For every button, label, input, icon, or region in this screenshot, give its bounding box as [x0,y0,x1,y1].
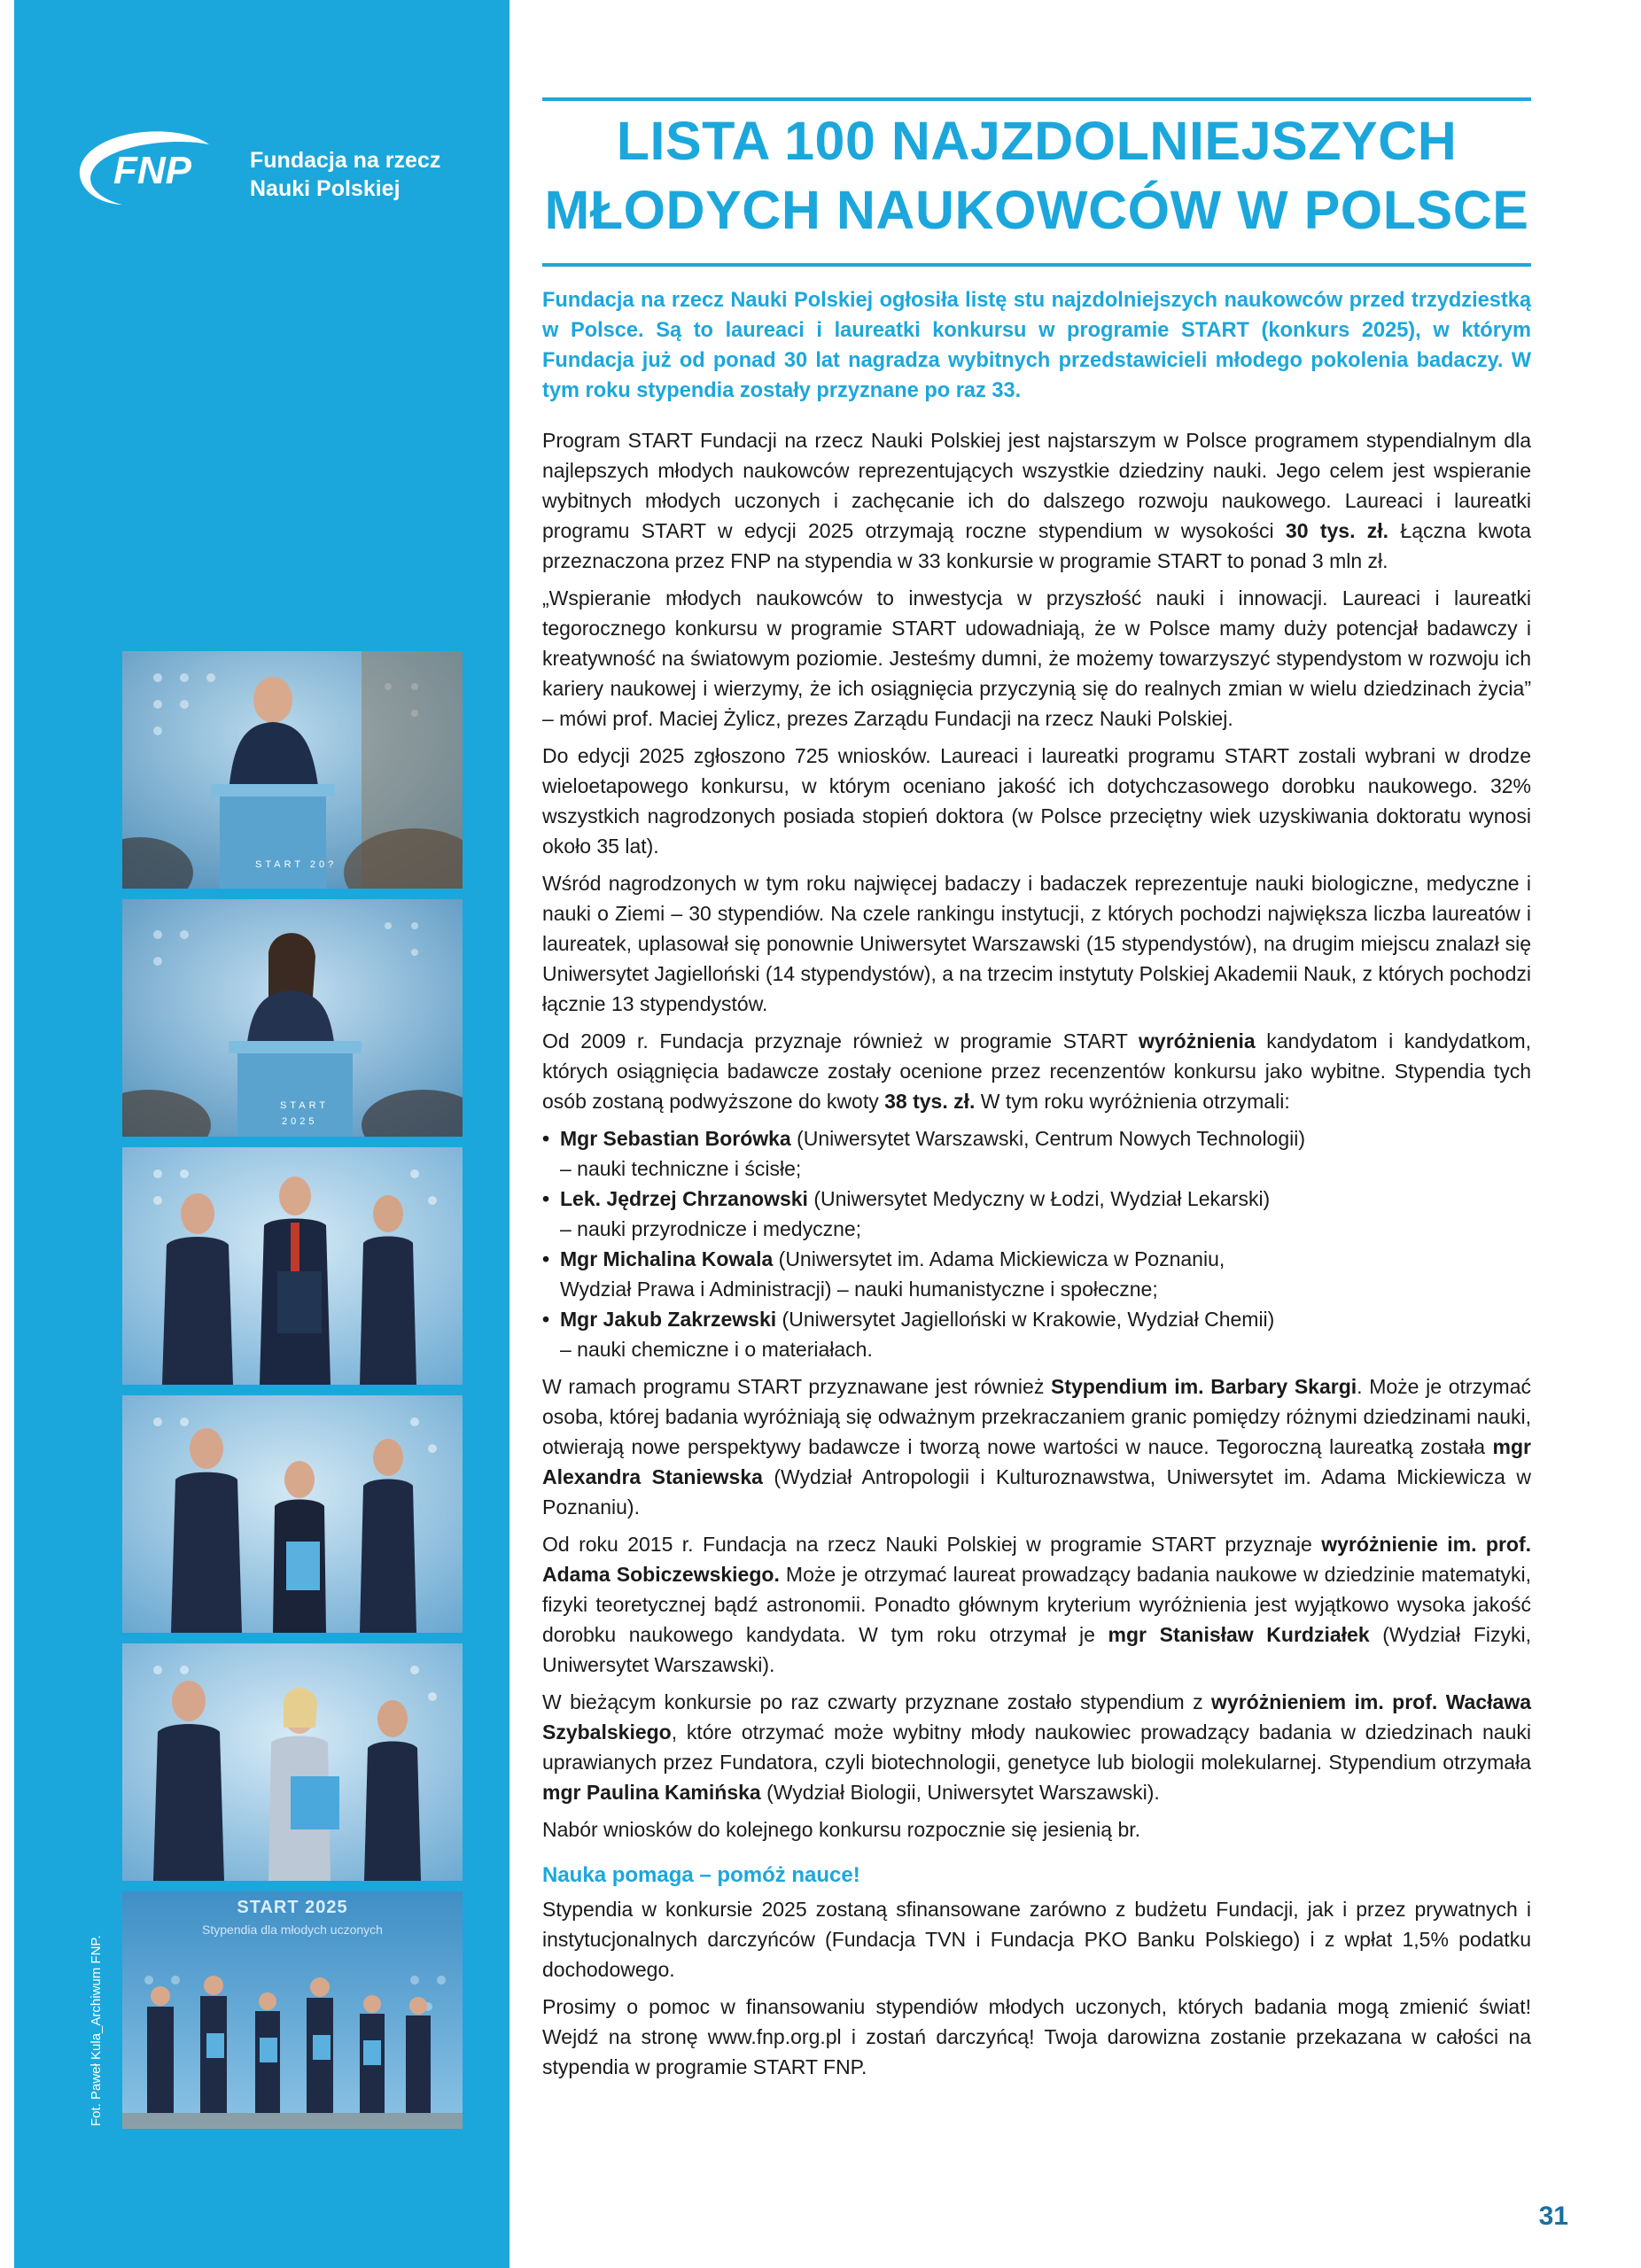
list-item: • Mgr Sebastian Borówka (Uniwersytet Warszawski, Centrum Nowych Technologii) – nauki techniczne i ścisłe; [542,1127,1306,1180]
paragraph-program: Program START Fundacji na rzecz Nauki Polskiej jest najstarszym w Polsce programem stypendialnym dla najlepszych młodych naukowców reprezentujących wszystkie dziedziny nauki. Jego celem jest wspieranie wybitnych młodych uczonych i zachęcanie ich do dalszego rozwoju naukowego. Laureaci i laureatki programu START w edycji 2025 otrzymają roczne stypendium w wysokości 30 tys. zł. Łączna kwota przeznaczona przez FNP na stypendia w 33 konkursie w programie START to ponad 3 mln zł. [542,429,1531,572]
page-title [542,106,1531,245]
list-item: • Lek. Jędrzej Chrzanowski (Uniwersytet Medyczny w Łodzi, Wydział Lekarski) – nauki przyrodnicze i medyczne; [542,1187,1271,1240]
fnp-logo-icon [76,128,236,210]
photo-sign-text: START 20? [255,859,338,870]
page-number: 31 [1538,2202,1568,2231]
paragraph-quote: „Wspieranie młodych naukowców to inwestycja w przyszłość nauki i innowacji. Laureaci i laureatki tegorocznego konkursu w programie START udowadniają, że w Polsce mamy duży potencjał badawczy i kreatywność na światowym poziomie. Jesteśmy dumni, że możemy towarzyszyć stypendystom w rozwoju ich kariery naukowej i wierzymy, że ich osiągnięcia przyczynią się do realnych zmian w wielu dziedzinach życia” – mówi prof. Maciej Żylicz, prezes Zarządu Fundacji na rzecz Nauki Polskiej. [542,586,1531,730]
paragraph-funding: Stypendia w konkursie 2025 zostaną sfinansowane zarówno z budżetu Fundacji, jak i przez prywatnych i instytucjonalnych darczyńców (Fundacja TVN i Fundacja PKO Banku Polskiego) i z wpłat 1,5% podatku dochodowego. [542,1898,1531,1981]
photo-banner-title: START 2025 [237,1898,348,1917]
list-item: • Mgr Michalina Kowala (Uniwersytet im. Adama Mickiewicza w Poznaniu, Wydział Prawa i Administracji) – nauki humanistyczne i społeczne; [542,1247,1225,1301]
paragraph-distinctions: Od 2009 r. Fundacja przyznaje również w programie START wyróżnienia kandydatom i kandydatkom, których osiągnięcia badawcze zostały ocenione przez recenzentów konkursu jako wybitne. Stypendia tych osób zostaną podwyższone do kwoty 38 tys. zł. W tym roku wyróżnienia otrzymali: [542,1029,1531,1113]
photo-speaker-man [122,651,463,889]
photo-credit: Fot. Paweł Kula_Archiwum FNP. [89,1935,104,2126]
title-rule-top [542,97,1531,101]
list-item: • Mgr Jakub Zakrzewski (Uniwersytet Jagielloński w Krakowie, Wydział Chemii) – nauki chemiczne i o materiałach. [542,1308,1275,1361]
photo-award-group-1 [122,1147,463,1385]
photo-banner-subtitle: Stypendia dla młodych uczonych [202,1922,383,1937]
distinction-list [542,1123,1531,1364]
photo-award-group-2 [122,1395,463,1633]
photo-speaker-woman [122,899,463,1137]
paragraph-applications: Do edycji 2025 zgłoszono 725 wniosków. Laureaci i laureatki programu START zostali wybrani w drodze wieloetapowego konkursu, w którym oceniano jakość ich dotychczasowego dorobku naukowego. 32% wszystkich nagrodzonych posiada stopień doktora (w Polsce przeciętny wiek uzyskiwania doktoratu wynosi około 35 lat). [542,744,1531,858]
org-name-line1: Fundacja na rzecz [250,148,441,173]
photo-sign-year: 2025 [282,1116,318,1127]
paragraph-next-call: Nabór wniosków do kolejnego konkursu rozpocznie się jesienią br. [542,1818,1141,1841]
photo-group-start-2025 [122,1891,463,2129]
page-edge [0,0,14,2268]
title-line1: LISTA 100 NAJZDOLNIEJSZYCH [616,111,1458,171]
title-rule-bottom [542,263,1531,267]
photo-sign-start: START [280,1100,330,1111]
photo-award-group-3 [122,1643,463,1881]
article-body [542,425,1531,2089]
fnp-logo [76,128,466,217]
paragraph-sobiczewski: Od roku 2015 r. Fundacja na rzecz Nauki Polskiej w programie START przyznaje wyróżnienie im. prof. Adama Sobiczewskiego. Może je otrzymać laureat prowadzący badania naukowe w dziedzinie matematyki, fizyki teoretycznej bądź astronomii. Ponadto głównym kryterium wyróżnienia jest wyjątkowo wysoka jakość dorobku naukowego kandydata. W tym roku otrzymał je mgr Stanisław Kurdziałek (Wydział Fizyki, Uniwersytet Warszawski). [542,1533,1532,1676]
title-line2: MŁODYCH NAUKOWCÓW W POLSCE [544,180,1529,240]
paragraph-ranking: Wśród nagrodzonych w tym roku najwięcej badaczy i badaczek reprezentuje nauki biologiczne, medyczne i nauki o Ziemi – 30 stypendiów. Na czele rankingu instytucji, z których pochodzi największa liczba laureatów i laureatek, uplasował się ponownie Uniwersytet Warszawski (15 stypendystów), na drugim miejscu znalazł się Uniwersytet Jagielloński (14 stypendystów), a na trzecim instytuty Polskiej Akademii Nauk, z których pochodzi łącznie 13 stypendystów. [542,872,1531,1015]
logo-mark-text: FNP [113,149,191,192]
lead-paragraph: Fundacja na rzecz Nauki Polskiej ogłosiła listę stu najzdolniejszych naukowców przed trzydziestką w Polsce. Są to laureaci i laureatki konkursu w programie START (konkurs 2025), w którym Fundacja już od ponad 30 lat nagradza wybitnych przedstawicieli młodego pokolenia badaczy. W tym roku stypendia zostały przyznane po raz 33. [542,289,1531,402]
section-heading: Nauka pomaga – pomóż nauce! [542,1863,860,1887]
paragraph-szybalski: W bieżącym konkursie po raz czwarty przyznane zostało stypendium z wyróżnieniem im. prof. Wacława Szybalskiego, które otrzymać może wybitny młody naukowiec prowadzący badania w dziedzinach nauki uprawianych przez Fundatora, czyli biotechnologii, genetyce lub biologii molekularnej. Stypendium otrzymała mgr Paulina Kamińska (Wydział Biologii, Uniwersytet Warszawski). [542,1690,1531,1804]
paragraph-skarga: W ramach programu START przyznawane jest również Stypendium im. Barbary Skargi. Może je otrzymać osoba, której badania wyróżniają się odważnym przekraczaniem granic pomiędzy różnymi dziedzinami nauki, otwierają nowe perspektywy badawcze i tworzą nowe wartości w nauce. Tegoroczną laureatką została mgr Alexandra Staniewska (Wydział Antropologii i Kulturoznawstwa, Uniwersytet im. Adama Mickiewicza w Poznaniu). [542,1375,1531,1518]
org-name-line2: Nauki Polskiej [250,176,401,201]
paragraph-appeal: Prosimy o pomoc w finansowaniu stypendiów młodych uczonych, których badania mogą zmienić świat! Wejdź na stronę www.fnp.org.pl i zostań darczyńcą! Twoja darowizna zostanie przekazana w całości na stypendia w programie START FNP. [542,1995,1531,2078]
